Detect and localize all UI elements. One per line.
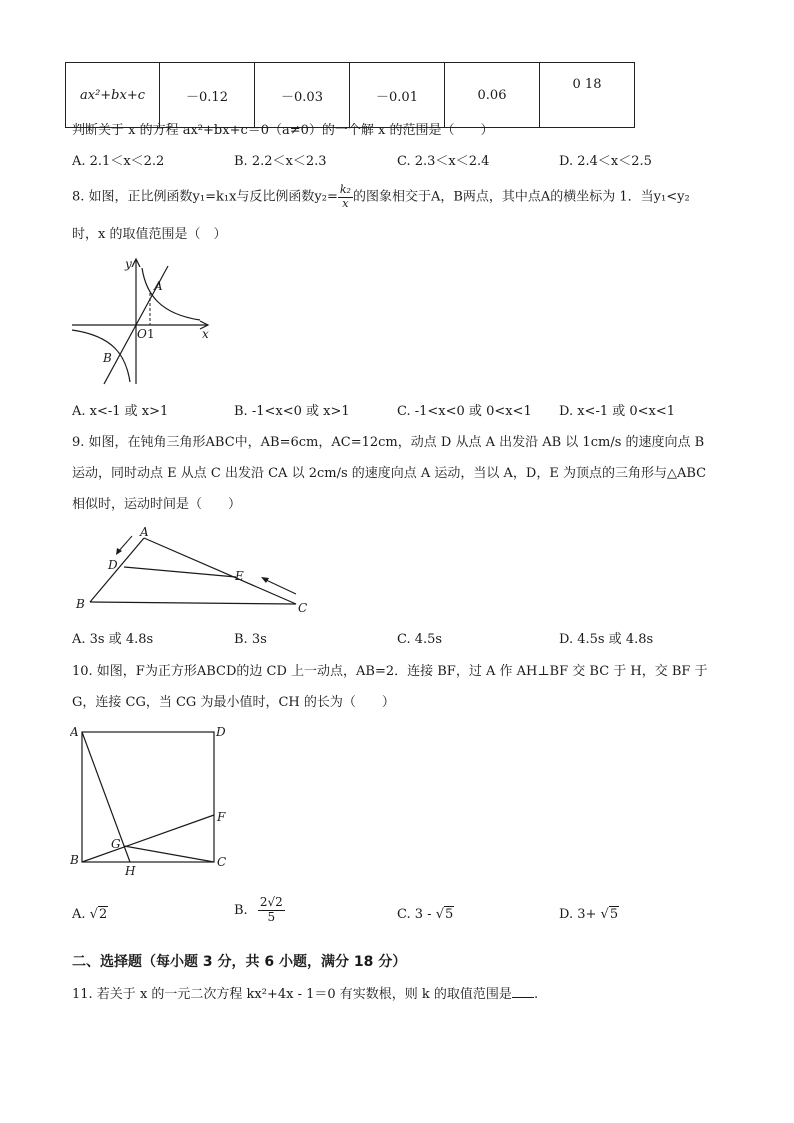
q10-opt-a-radicand: 2 (98, 907, 108, 922)
q10-figure (70, 722, 240, 878)
q11-end: . (533, 987, 539, 1002)
q10-opt-d-radicand: 5 (609, 907, 619, 922)
q8-hyperbola-q1 (142, 268, 200, 320)
q7-option-c: C. 2.3＜x＜2.4 (397, 154, 490, 169)
q11-text (72, 987, 538, 1001)
q8-line1-b: 的图象相交于A，B两点，其中点A的横坐标为 1．当y₁<y₂ (352, 189, 690, 205)
q9-arrow-d (118, 536, 132, 552)
q8-figure (70, 254, 220, 389)
q9-side-bc (90, 602, 296, 604)
radical-sign: √ (600, 907, 609, 922)
q8-hyperbola-q3 (72, 330, 130, 382)
q9-option-b: B. 3s (234, 632, 267, 647)
q10-label-d: D (216, 725, 226, 739)
q10-segment-gc (124, 846, 214, 862)
q9-figure (72, 524, 322, 616)
table-header-cell: ax²+bx+c (66, 63, 160, 128)
q8-label-b: B (103, 351, 112, 365)
q9-label-a: A (140, 525, 149, 539)
q10-opt-b-fraction (258, 896, 285, 925)
q8-label-o: O (137, 327, 147, 341)
q9-label-c: C (298, 601, 308, 615)
q10-label-h: H (125, 864, 136, 878)
q9-line2: 运动，同时动点 E 从点 C 出发沿 CA 以 2cm/s 的速度向点 A 运动，当以 A，D，E 为顶点的三角形与△ABC (72, 466, 707, 481)
q10-option-b (234, 896, 285, 925)
q8-option-a: A. x<-1 或 x>1 (72, 404, 169, 419)
q9-label-d: D (108, 558, 118, 572)
q10-opt-d-radical (601, 906, 620, 922)
q8-label-one: 1 (147, 327, 155, 341)
q10-segment-ah (82, 732, 130, 862)
q10-line1: 10. 如图，F为正方形ABCD的边 CD 上一动点，AB=2．连接 BF，过 A 作 AH⊥BF 交 BC 于 H，交 BF 于 (72, 664, 708, 679)
table-cell: 0 18 (540, 63, 635, 128)
q10-opt-c-radicand: 5 (444, 907, 454, 922)
q8-label-a: A (154, 279, 163, 293)
q10-label-f: F (217, 810, 226, 824)
q10-label-a: A (70, 725, 79, 739)
q10-opt-b-prefix: B. (234, 902, 248, 918)
q8-line1-a: 8. 如图，正比例函数y₁=k₁x与反比例函数y₂= (72, 189, 338, 205)
table-cell: 0.06 (445, 63, 540, 128)
value-table (65, 62, 635, 128)
q10-opt-d-prefix: D. 3+ (559, 907, 597, 922)
table-cell: －0.01 (350, 63, 445, 128)
q9-arrowhead-e (261, 577, 269, 583)
radical-sign: √ (435, 907, 444, 922)
q9-option-a: A. 3s 或 4.8s (72, 632, 154, 647)
q7-prompt: 判断关于 x 的方程 ax²+bx+c＝0（a≠0）的一个解 x 的范围是（ ） (72, 123, 494, 138)
q9-option-d: D. 4.5s 或 4.8s (559, 632, 654, 647)
q7-option-a: A. 2.1＜x＜2.2 (72, 154, 165, 169)
q8-line2: 时，x 的取值范围是（ ） (72, 227, 227, 242)
q9-segment-de (124, 567, 236, 577)
q8-fraction (338, 184, 353, 210)
q10-option-c (397, 908, 454, 921)
q10-opt-b-den: 5 (267, 909, 276, 924)
q8-option-b: B. -1<x<0 或 x>1 (234, 404, 350, 419)
q9-line3: 相似时，运动时间是（ ） (72, 497, 242, 512)
q8-option-d: D. x<-1 或 0<x<1 (559, 404, 676, 419)
q8-frac-den: x (342, 196, 349, 210)
q11-prompt: 11. 若关于 x 的一元二次方程 kx²+4x - 1＝0 有实数根，则 k 的取值范围是 (72, 987, 512, 1002)
q9-option-c: C. 4.5s (397, 632, 443, 647)
q8-label-y: y (125, 257, 132, 271)
q10-label-c: C (217, 855, 227, 869)
q10-label-g: G (111, 837, 121, 851)
q9-label-e: E (235, 569, 244, 583)
q8-line1 (72, 184, 690, 211)
q10-line2: G，连接 CG，当 CG 为最小值时，CH 的长为（ ） (72, 695, 395, 710)
answer-blank (512, 987, 534, 998)
q10-opt-a-radical (90, 906, 109, 922)
q7-option-b: B. 2.2＜x＜2.3 (234, 154, 327, 169)
q10-opt-c-radical (436, 906, 455, 922)
q10-square (82, 732, 214, 862)
q9-line1: 9. 如图，在钝角三角形ABC中，AB=6cm，AC=12cm，动点 D 从点 A 出发沿 AB 以 1cm/s 的速度向点 B (72, 435, 705, 450)
q10-opt-a-prefix: A. (72, 907, 86, 922)
table-cell: －0.12 (160, 63, 255, 128)
q10-option-a (72, 908, 108, 921)
section-title: 二、选择题（每小题 3 分，共 6 小题，满分 18 分） (72, 954, 407, 970)
q8-option-c: C. -1<x<0 或 0<x<1 (397, 404, 532, 419)
radical-sign: √ (89, 907, 98, 922)
table-cell: －0.03 (255, 63, 350, 128)
q10-segment-bf (82, 815, 214, 862)
q10-opt-c-prefix: C. 3 - (397, 907, 432, 922)
q10-option-d (559, 908, 619, 921)
q7-option-d: D. 2.4＜x＜2.5 (559, 154, 652, 169)
q10-label-b: B (70, 853, 79, 867)
q8-frac-num: k₂ (339, 183, 351, 196)
q10-opt-b-num: 2√2 (259, 895, 283, 909)
q8-label-x: x (202, 327, 209, 341)
q9-label-b: B (76, 597, 85, 611)
